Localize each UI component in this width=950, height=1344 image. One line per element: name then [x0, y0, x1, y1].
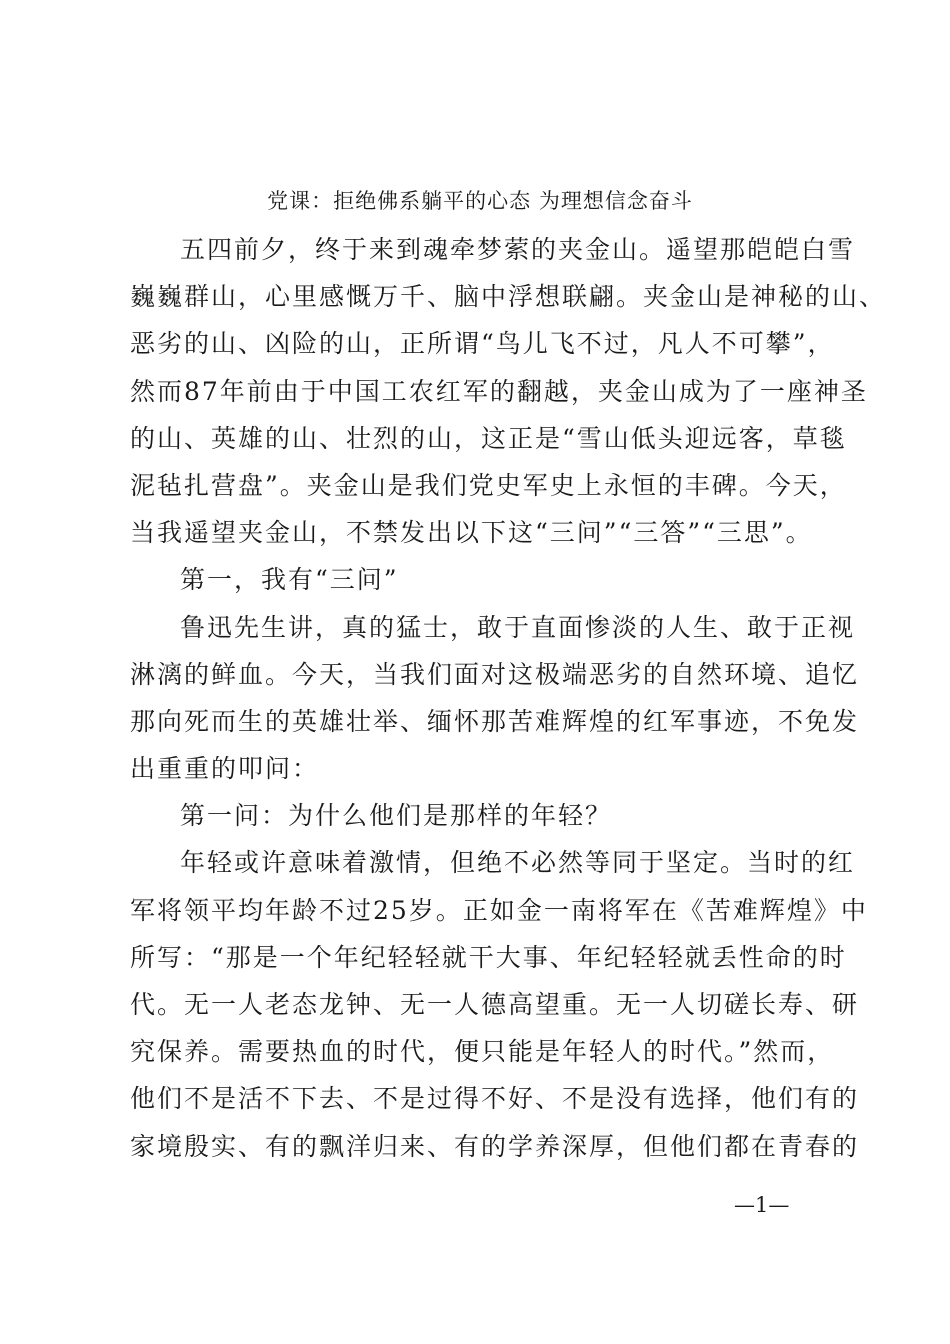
paragraph-line: 的山、英雄的山、壮烈的山，这正是“雪山低头迎远客，草毯: [130, 423, 847, 453]
question-heading: 第一问：为什么他们是那样的年轻？: [180, 801, 613, 831]
paragraph-line: 当我遥望夹金山，不禁发出以下这“三问”“三答”“三思”。: [130, 518, 813, 548]
section-heading: 第一，我有“三问”: [180, 565, 399, 595]
paragraph-line: 恶劣的山、凶险的山，正所谓“鸟儿飞不过，凡人不可攀”，: [130, 329, 835, 359]
paragraph-line: 他们不是活不下去、不是过得不好、不是没有选择，他们有的: [130, 1084, 860, 1114]
paragraph-line: 所写：“那是一个年纪轻轻就干大事、年纪轻轻就丢性命的时: [130, 942, 847, 972]
document-body: [130, 226, 887, 1170]
paragraph-line: 然而87年前由于中国工农红军的翻越，夹金山成为了一座神圣: [130, 376, 868, 406]
paragraph-line: 家境殷实、有的飘洋归来、有的学养深厚，但他们都在青春的: [130, 1131, 860, 1161]
paragraph-line: 鲁迅先生讲，真的猛士，敢于直面惨淡的人生、敢于正视: [180, 612, 856, 642]
paragraph-line: 究保养。需要热血的时代，便只能是年轻人的时代。”然而，: [130, 1037, 835, 1067]
document-title: 党课：拒绝佛系躺平的心态 为理想信念奋斗: [267, 189, 693, 213]
paragraph-line: 军将领平均年龄不过25岁。正如金一南将军在《苦难辉煌》中: [130, 895, 868, 925]
paragraph-line: 泥毡扎营盘”。夹金山是我们党史军史上永恒的丰碑。今天，: [130, 470, 847, 500]
paragraph-line: 五四前夕，终于来到魂牵梦萦的夹金山。遥望那皑皑白雪: [180, 235, 856, 264]
paragraph-line: 巍巍群山，心里感慨万千、脑中浮想联翩。夹金山是神秘的山、: [130, 282, 887, 312]
paragraph-line: 淋漓的鲜血。今天，当我们面对这极端恶劣的自然环境、追忆: [130, 659, 860, 689]
paragraph-line: 年轻或许意味着激情，但绝不必然等同于坚定。当时的红: [180, 848, 856, 878]
paragraph-line: 代。无一人老态龙钟、无一人德高望重。无一人切磋长寿、研: [130, 990, 860, 1019]
page-number: —1—: [734, 1193, 790, 1217]
paragraph-line: 出重重的叩问：: [130, 754, 320, 784]
paragraph-line: 那向死而生的英雄壮举、缅怀那苦难辉煌的红军事迹，不免发: [130, 706, 860, 736]
